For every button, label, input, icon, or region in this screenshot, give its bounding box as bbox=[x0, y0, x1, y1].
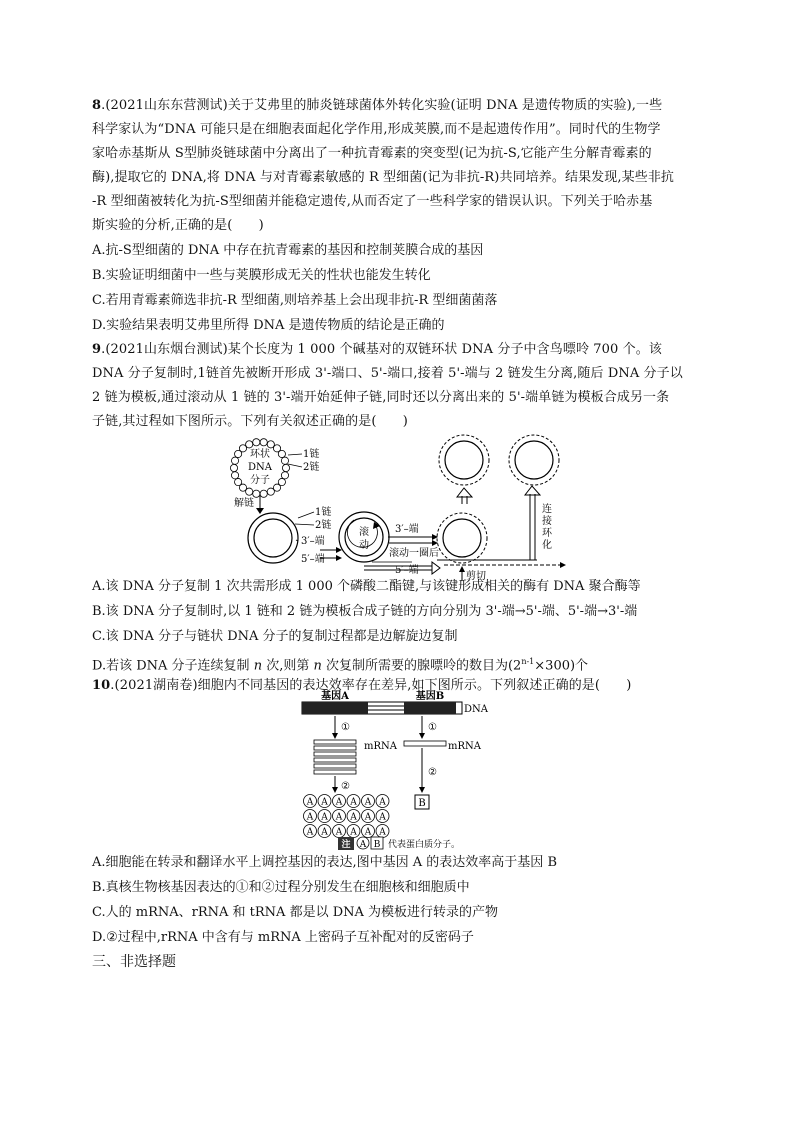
question-8 bbox=[92, 94, 702, 338]
protein-a-label: A bbox=[321, 812, 328, 823]
roll-label-2: 动 bbox=[359, 540, 369, 551]
daughter-circle-1 bbox=[439, 435, 489, 485]
q10-option-c: C.人的 mRNA、rRNA 和 tRNA 都是以 DNA 为模板进行转录的产物 bbox=[92, 905, 499, 920]
legend-a-label: A bbox=[359, 840, 367, 850]
dna-label: DNA bbox=[464, 704, 488, 715]
note-text: 代表蛋白质分子。 bbox=[388, 840, 461, 850]
rolling-circle-diagram bbox=[92, 434, 702, 582]
mrna-stack-a bbox=[314, 740, 356, 774]
q9-option-d bbox=[92, 649, 702, 674]
q9-line-1 bbox=[92, 338, 702, 362]
protein-a-label: A bbox=[379, 797, 386, 808]
protein-a-label: A bbox=[350, 797, 357, 808]
q8-option-d: D.实验结果表明艾弗里所得 DNA 是遗传物质的结论是正确的 bbox=[92, 318, 445, 333]
down-arrow-icon bbox=[256, 508, 264, 514]
step1-b-label: ① bbox=[428, 722, 437, 733]
right-arrow-icon bbox=[336, 555, 342, 561]
chain2b-label: 2链 bbox=[315, 520, 332, 531]
end5-label: 5′–端 bbox=[301, 554, 325, 565]
q8-line-6: 斯实验的分析,正确的是( ) bbox=[92, 218, 264, 233]
cut-dna-circle bbox=[437, 513, 487, 563]
connect-label-3: 环 bbox=[542, 528, 552, 539]
q9-option-b: B.该 DNA 分子复制时,以 1 链和 2 链为模板合成子链的方向分别为 3'-端→5'-端、5'-端→3'-端 bbox=[92, 604, 638, 619]
q8-line-3: 家哈赤基斯从 S型肺炎链球菌中分离出了一种抗青霉素的突变型(记为抗-S,它能产生分解青霉素的 bbox=[92, 146, 652, 161]
q9-optd-text-1: D.若该 DNA 分子连续复制 bbox=[92, 658, 254, 674]
end5b-label: 5′–端 bbox=[395, 565, 419, 576]
protein-a-label: A bbox=[364, 827, 372, 838]
gene-expression-diagram bbox=[92, 691, 702, 850]
roll-label-1: 滚 bbox=[359, 527, 369, 538]
chain1-label: 1链 bbox=[303, 449, 320, 460]
protein-a-label: A bbox=[350, 827, 357, 838]
down-arrow-icon bbox=[419, 787, 425, 793]
q8-line-1 bbox=[92, 94, 702, 118]
page-content bbox=[92, 94, 702, 974]
mrna-b bbox=[404, 741, 446, 746]
q9-stem-text: .(2021山东烟台测试)某个长度为 1 000 个碱基对的双链环状 DNA 分子中含鸟嘌呤 700 个。该 bbox=[101, 342, 662, 357]
q8-line-2: 科学家认为“DNA 可能只是在细胞表面起化学作用,形成荚膜,而不是起遗传作用”。同时代的生物学 bbox=[92, 122, 661, 137]
down-arrow-icon bbox=[332, 787, 338, 793]
protein-a-label: A bbox=[350, 812, 357, 823]
up-arrow-icon bbox=[459, 566, 465, 572]
ring-label-3: 分子 bbox=[250, 475, 270, 486]
q9-option-c: C.该 DNA 分子与链状 DNA 分子的复制过程都是边解旋边复制 bbox=[92, 629, 458, 644]
q9-line-2: DNA 分子复制时,1链首先被断开形成 3'-端口、5'-端口,接着 5'-端与 2 链发生分离,随后 DNA 分子以 bbox=[92, 366, 683, 381]
up-block-arrow-icon bbox=[457, 488, 472, 497]
protein-a-label: A bbox=[321, 797, 328, 808]
connect-label-2: 接 bbox=[542, 516, 552, 527]
q10-line-1 bbox=[92, 674, 702, 698]
q9-optd-n2: n bbox=[313, 658, 322, 674]
gene-a-label: 基因A bbox=[321, 691, 349, 702]
q9-optd-text-4: ×300)个 bbox=[534, 658, 589, 674]
chain1b-label: 1链 bbox=[315, 507, 332, 518]
q9-optd-n1: n bbox=[253, 658, 263, 674]
ring-label-2: DNA bbox=[248, 462, 272, 473]
q8-option-a: A.抗-S型细菌的 DNA 中存在抗青霉素的基因和控制荚膜合成的基因 bbox=[92, 243, 484, 258]
gene-a-segment bbox=[302, 702, 368, 714]
end3-label: 3′–端 bbox=[301, 536, 325, 547]
protein-a-label: A bbox=[321, 827, 328, 838]
end3b-label: 3′–端 bbox=[395, 524, 419, 535]
protein-a-label: A bbox=[379, 812, 386, 823]
q8-option-b: B.实验证明细菌中一些与荚膜形成无关的性状也能发生转化 bbox=[92, 268, 431, 283]
legend-b-label: B bbox=[373, 840, 381, 850]
q9-optd-exponent: n-1 bbox=[521, 657, 535, 666]
q10-number: 10 bbox=[92, 678, 111, 693]
step1-a-label: ① bbox=[341, 722, 350, 733]
connect-label-4: 化 bbox=[542, 540, 552, 551]
gene-b-segment bbox=[404, 702, 456, 714]
section-title: 三、非选择题 bbox=[92, 954, 176, 970]
q8-number: 8 bbox=[92, 98, 102, 113]
q9-option-a: A.该 DNA 分子复制 1 次共需形成 1 000 个磷酸二酯键,与该键形成相关的酶有 DNA 聚合酶等 bbox=[92, 579, 641, 594]
protein-a-label: A bbox=[306, 797, 314, 808]
question-9 bbox=[92, 338, 702, 674]
protein-a-label: A bbox=[335, 812, 343, 823]
down-arrow-icon bbox=[332, 733, 338, 739]
down-arrow-icon bbox=[419, 733, 425, 739]
ring-label-1: 环状 bbox=[250, 449, 270, 460]
q10-option-a: A.细胞能在转录和翻译水平上调控基因的表达,图中基因 A 的表达效率高于基因 B bbox=[92, 855, 557, 870]
daughter-circle-2 bbox=[509, 435, 559, 485]
protein-a-label: A bbox=[379, 827, 386, 838]
q8-line-5: -R 型细菌被转化为抗-S型细菌并能稳定遗传,从而否定了一些科学家的错误认识。下列关于哈赤基 bbox=[92, 194, 653, 209]
unwind-label: 解链 bbox=[234, 498, 254, 509]
protein-a-label: A bbox=[335, 797, 343, 808]
after-roll-label: 滚动一圈后 bbox=[389, 548, 439, 559]
protein-a-label: A bbox=[306, 812, 314, 823]
q10-stem-text: .(2021湖南卷)细胞内不同基因的表达效率存在差异,如下图所示。下列叙述正确的是( ) bbox=[110, 678, 632, 693]
mrna-a-label: mRNA bbox=[364, 741, 397, 752]
step2-a-label: ② bbox=[341, 781, 350, 792]
q9-line-3: 2 链为模板,通过滚动从 1 链的 3'-端开始延伸子链,同时还以分离出来的 5'-端单链为模板合成另一条 bbox=[92, 390, 670, 405]
q10-option-d: D.②过程中,rRNA 中含有与 mRNA 上密码子互补配对的反密码子 bbox=[92, 930, 474, 945]
q9-optd-text-2: 次,则第 bbox=[262, 658, 314, 674]
protein-a-label: A bbox=[335, 827, 343, 838]
question-10 bbox=[92, 674, 702, 950]
gene-b-label: 基因B bbox=[415, 691, 445, 702]
connect-label-1: 连 bbox=[542, 504, 552, 515]
step2-b-label: ② bbox=[428, 767, 437, 778]
cut-label: 剪切 bbox=[466, 571, 486, 582]
q8-line-4: 酶),提取它的 DNA,将 DNA 与对青霉素敏感的 R 型细菌(记为非抗-R)共同培养。结果发现,某些非抗 bbox=[92, 170, 675, 185]
up-block-arrow-icon bbox=[525, 486, 540, 495]
protein-a-label: A bbox=[364, 812, 372, 823]
protein-b-label: B bbox=[418, 798, 426, 809]
opened-dna-circle bbox=[248, 513, 298, 563]
q8-option-c: C.若用青霉素筛选非抗-R 型细菌,则培养基上会出现非抗-R 型细菌菌落 bbox=[92, 293, 498, 308]
protein-a-label: A bbox=[364, 797, 372, 808]
q8-stem-text: .(2021山东东营测试)关于艾弗里的肺炎链球菌体外转化实验(证明 DNA 是遗传物质的实验),一些 bbox=[101, 98, 663, 113]
chain2-label: 2链 bbox=[303, 462, 320, 473]
q9-number: 9 bbox=[92, 342, 102, 357]
note-tag: 注 bbox=[341, 840, 351, 850]
q10-option-b: B.真核生物核基因表达的①和②过程分别发生在细胞核和细胞质中 bbox=[92, 880, 470, 895]
q9-optd-text-3: 次复制所需要的腺嘌呤的数目为(2 bbox=[321, 658, 522, 674]
q9-line-4: 子链,其过程如下图所示。下列有关叙述正确的是( ) bbox=[92, 414, 408, 429]
protein-a-label: A bbox=[306, 827, 314, 838]
protein-a-grid bbox=[304, 795, 390, 838]
mrna-b-label: mRNA bbox=[448, 741, 481, 752]
